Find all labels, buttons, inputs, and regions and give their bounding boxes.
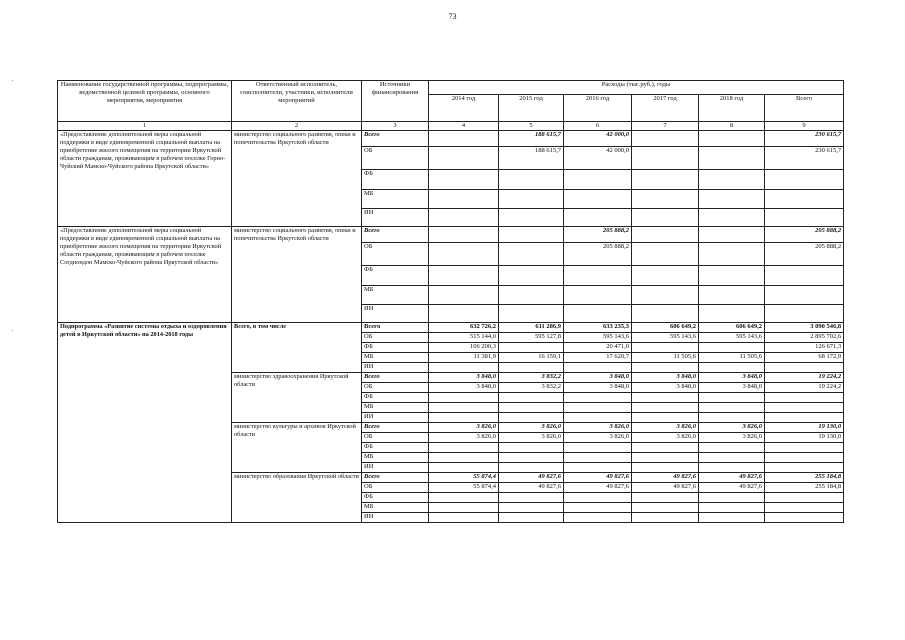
total-value: 19 130,0 [765, 423, 844, 433]
year-value [632, 305, 699, 323]
year-value [564, 393, 632, 403]
column-number: 9 [765, 122, 844, 131]
total-value: 3 090 546,8 [765, 323, 844, 333]
year-value [564, 305, 632, 323]
funding-source: Всего [362, 227, 429, 243]
executor-name: министерство социального развития, опеки и попечительства Иркутской области [232, 227, 362, 323]
year-value [499, 266, 564, 286]
total-value [765, 453, 844, 463]
scan-mark [12, 80, 13, 81]
year-value [429, 227, 499, 243]
executor-name: Всего, в том числе [232, 323, 362, 373]
year-value [699, 190, 765, 209]
funding-source: ФБ [362, 393, 429, 403]
measure-name: «Предоставление дополнительной меры социальной поддержки в виде единовременной социальной выплаты на приобретение жилого помещения на территории Иркутской области гражданам, проживающим в рабочем поселке Согдиондон Мамско-Чуйского района Иркутской области» [58, 227, 232, 323]
year-value [499, 227, 564, 243]
total-value [765, 393, 844, 403]
year-value: 633 235,3 [564, 323, 632, 333]
funding-source: ОБ [362, 243, 429, 266]
year-value: 49 827,6 [499, 483, 564, 493]
year-value [564, 403, 632, 413]
total-value: 205 888,2 [765, 243, 844, 266]
total-value [765, 513, 844, 523]
table-body [58, 131, 844, 523]
total-value: 19 224,2 [765, 383, 844, 393]
year-value: 11 505,6 [699, 353, 765, 363]
budget-table [57, 80, 844, 523]
year-value [632, 343, 699, 353]
year-value: 49 827,6 [564, 483, 632, 493]
year-value: 49 827,6 [632, 473, 699, 483]
year-value: 55 874,4 [429, 473, 499, 483]
year-value [632, 363, 699, 373]
total-value [765, 305, 844, 323]
year-value: 3 826,0 [564, 423, 632, 433]
year-value: 49 827,6 [699, 483, 765, 493]
year-value: 595 127,8 [499, 333, 564, 343]
table-row [58, 131, 844, 147]
funding-source: Всего [362, 323, 429, 333]
year-value [429, 243, 499, 266]
year-value [699, 266, 765, 286]
year-value [429, 190, 499, 209]
year-value [632, 493, 699, 503]
funding-source: ОБ [362, 147, 429, 170]
header-sources: Источники финансирования [362, 81, 429, 122]
total-value: 205 888,2 [765, 227, 844, 243]
year-value: 3 848,0 [429, 373, 499, 383]
year-value [429, 493, 499, 503]
year-value [632, 403, 699, 413]
year-value [699, 243, 765, 266]
year-value [429, 147, 499, 170]
year-value [699, 286, 765, 305]
year-value: 3 848,0 [699, 373, 765, 383]
year-value [564, 363, 632, 373]
page-number: 73 [448, 12, 457, 21]
year-value [699, 413, 765, 423]
year-value [699, 403, 765, 413]
year-value: 3 826,0 [632, 423, 699, 433]
year-value: 3 832,2 [499, 383, 564, 393]
year-value [564, 503, 632, 513]
year-value [699, 463, 765, 473]
total-value [765, 413, 844, 423]
funding-source: ОБ [362, 483, 429, 493]
year-value: 55 874,4 [429, 483, 499, 493]
year-value [429, 403, 499, 413]
year-value: 188 615,7 [499, 147, 564, 170]
year-value [699, 170, 765, 190]
year-value [499, 413, 564, 423]
year-value [632, 463, 699, 473]
year-value: 11 505,6 [632, 353, 699, 363]
total-value: 126 671,3 [765, 343, 844, 353]
year-value [499, 305, 564, 323]
measure-name: «Предоставление дополнительной меры социальной поддержки в виде единовременной социальной выплаты на приобретение жилого помещения на территории Иркутской области гражданам, проживающим в рабочем поселке Горно-Чуйский Мамско-Чуйского района Иркутской области» [58, 131, 232, 227]
total-value [765, 170, 844, 190]
year-value: 3 848,0 [564, 383, 632, 393]
year-value [632, 393, 699, 403]
funding-source: Всего [362, 423, 429, 433]
year-value [499, 363, 564, 373]
year-value [699, 453, 765, 463]
year-value [429, 131, 499, 147]
year-value [499, 170, 564, 190]
year-value: 3 826,0 [564, 433, 632, 443]
funding-source: Всего [362, 473, 429, 483]
year-value [699, 513, 765, 523]
year-value: 3 826,0 [699, 433, 765, 443]
year-value [564, 463, 632, 473]
year-value [632, 453, 699, 463]
total-value [765, 493, 844, 503]
year-value [699, 343, 765, 353]
year-value [564, 286, 632, 305]
funding-source: МБ [362, 353, 429, 363]
header-year: 2018 год [699, 95, 765, 122]
funding-source: ОБ [362, 383, 429, 393]
year-value [429, 453, 499, 463]
total-value: 230 615,7 [765, 131, 844, 147]
year-value: 595 143,6 [564, 333, 632, 343]
year-value [699, 393, 765, 403]
year-value: 3 826,0 [499, 423, 564, 433]
scan-mark [12, 330, 13, 331]
funding-source: ФБ [362, 266, 429, 286]
year-value [564, 266, 632, 286]
funding-source: Всего [362, 373, 429, 383]
year-value [499, 343, 564, 353]
executor-name: министерство социального развития, опеки и попечительства Иркутской области [232, 131, 362, 227]
funding-source: ИИ [362, 513, 429, 523]
year-value: 49 827,6 [632, 483, 699, 493]
year-value [429, 209, 499, 227]
year-value [499, 463, 564, 473]
year-value [699, 131, 765, 147]
column-number: 1 [58, 122, 232, 131]
executor-name: министерство образования Иркутской области [232, 473, 362, 523]
total-value [765, 266, 844, 286]
year-value: 515 144,0 [429, 333, 499, 343]
year-value [632, 443, 699, 453]
year-value: 106 200,3 [429, 343, 499, 353]
year-value: 606 649,2 [632, 323, 699, 333]
header-year: 2017 год [632, 95, 699, 122]
header-year: 2016 год [564, 95, 632, 122]
year-value [699, 443, 765, 453]
year-value [699, 227, 765, 243]
year-value [564, 413, 632, 423]
funding-source: МБ [362, 190, 429, 209]
total-value [765, 363, 844, 373]
year-value: 3 848,0 [429, 383, 499, 393]
year-value: 3 848,0 [632, 383, 699, 393]
total-value [765, 443, 844, 453]
year-value [632, 243, 699, 266]
year-value [564, 453, 632, 463]
funding-source: ИИ [362, 209, 429, 227]
year-value [632, 513, 699, 523]
year-value [499, 503, 564, 513]
year-value [499, 453, 564, 463]
year-value: 16 159,1 [499, 353, 564, 363]
year-value [564, 443, 632, 453]
year-value [564, 170, 632, 190]
total-value: 19 130,0 [765, 433, 844, 443]
year-value [499, 393, 564, 403]
year-value: 42 000,0 [564, 131, 632, 147]
funding-source: ИИ [362, 413, 429, 423]
year-value [499, 190, 564, 209]
year-value [429, 170, 499, 190]
year-value: 611 286,9 [499, 323, 564, 333]
funding-source: ОБ [362, 333, 429, 343]
year-value [632, 266, 699, 286]
year-value [699, 147, 765, 170]
table-row [58, 323, 844, 333]
year-value [499, 493, 564, 503]
year-value [632, 286, 699, 305]
year-value [499, 513, 564, 523]
year-value [429, 286, 499, 305]
header-executor: Ответственный исполнитель, соисполнители, участники, исполнители мероприятий [232, 81, 362, 122]
column-number: 7 [632, 122, 699, 131]
year-value: 49 827,6 [564, 473, 632, 483]
year-value [499, 209, 564, 227]
year-value: 595 143,6 [699, 333, 765, 343]
year-value: 3 848,0 [632, 373, 699, 383]
year-value [499, 403, 564, 413]
year-value: 17 620,7 [564, 353, 632, 363]
year-value: 205 888,2 [564, 243, 632, 266]
year-value: 606 649,2 [699, 323, 765, 333]
year-value: 3 826,0 [632, 433, 699, 443]
total-value: 255 184,8 [765, 483, 844, 493]
funding-source: МБ [362, 503, 429, 513]
total-value [765, 403, 844, 413]
header-year: 2015 год [499, 95, 564, 122]
year-value [632, 227, 699, 243]
year-value: 188 615,7 [499, 131, 564, 147]
header-name: Наименование государственной программы, подпрограммы, ведомственной целевой программы, основного мероприятия, мероприятия [58, 81, 232, 122]
year-value [429, 305, 499, 323]
year-value: 49 827,6 [499, 473, 564, 483]
year-value [564, 190, 632, 209]
year-value [699, 363, 765, 373]
year-value [429, 503, 499, 513]
year-value [429, 463, 499, 473]
year-value [632, 209, 699, 227]
year-value: 49 827,6 [699, 473, 765, 483]
year-value: 632 726,2 [429, 323, 499, 333]
funding-source: ФБ [362, 443, 429, 453]
year-value: 205 888,2 [564, 227, 632, 243]
year-value [564, 209, 632, 227]
year-value [632, 131, 699, 147]
total-value [765, 503, 844, 513]
funding-source: МБ [362, 453, 429, 463]
year-value [699, 209, 765, 227]
year-value: 3 848,0 [564, 373, 632, 383]
year-value: 3 832,2 [499, 373, 564, 383]
funding-source: ИИ [362, 363, 429, 373]
year-value [429, 363, 499, 373]
funding-source: ФБ [362, 493, 429, 503]
year-value [632, 190, 699, 209]
year-value: 20 471,0 [564, 343, 632, 353]
funding-source: Всего [362, 131, 429, 147]
column-number: 5 [499, 122, 564, 131]
column-number: 2 [232, 122, 362, 131]
funding-source: ФБ [362, 170, 429, 190]
total-value [765, 463, 844, 473]
total-value [765, 209, 844, 227]
year-value: 3 826,0 [429, 433, 499, 443]
year-value [429, 266, 499, 286]
year-value: 3 848,0 [699, 383, 765, 393]
year-value: 3 826,0 [699, 423, 765, 433]
funding-source: МБ [362, 286, 429, 305]
funding-source: ИИ [362, 463, 429, 473]
year-value [564, 513, 632, 523]
year-value: 3 826,0 [429, 423, 499, 433]
column-number: 6 [564, 122, 632, 131]
column-number: 3 [362, 122, 429, 131]
measure-name: Подпрограмма «Развитие системы отдыха и оздоровления детей в Иркутской области» на 2014-2018 годы [58, 323, 232, 523]
total-value: 19 224,2 [765, 373, 844, 383]
year-value [699, 493, 765, 503]
total-value [765, 190, 844, 209]
funding-source: ОБ [362, 433, 429, 443]
column-number: 4 [429, 122, 499, 131]
year-value [632, 147, 699, 170]
total-value [765, 286, 844, 305]
year-value: 595 143,6 [632, 333, 699, 343]
year-value [429, 393, 499, 403]
year-value [699, 305, 765, 323]
executor-name: министерство культуры и архивов Иркутской области [232, 423, 362, 473]
funding-source: ФБ [362, 343, 429, 353]
year-value [632, 413, 699, 423]
total-value: 255 184,8 [765, 473, 844, 483]
year-value [699, 503, 765, 513]
total-value: 230 615,7 [765, 147, 844, 170]
year-value [632, 170, 699, 190]
executor-name: министерство здравоохранения Иркутской области [232, 373, 362, 423]
year-value [499, 243, 564, 266]
year-value [499, 286, 564, 305]
header-expenses: Расходы (тыс.руб.), годы [429, 81, 844, 95]
year-value: 3 826,0 [499, 433, 564, 443]
year-value [429, 443, 499, 453]
year-value: 11 381,9 [429, 353, 499, 363]
year-value [499, 443, 564, 453]
funding-source: МБ [362, 403, 429, 413]
year-value [429, 413, 499, 423]
year-value [632, 503, 699, 513]
header-year: 2014 год [429, 95, 499, 122]
column-number: 8 [699, 122, 765, 131]
year-value: 42 000,0 [564, 147, 632, 170]
year-value [429, 513, 499, 523]
total-value: 2 895 702,6 [765, 333, 844, 343]
total-value: 68 172,9 [765, 353, 844, 363]
table-row [58, 227, 844, 243]
funding-source: ИИ [362, 305, 429, 323]
year-value [564, 493, 632, 503]
header-total: Всего [765, 95, 844, 122]
